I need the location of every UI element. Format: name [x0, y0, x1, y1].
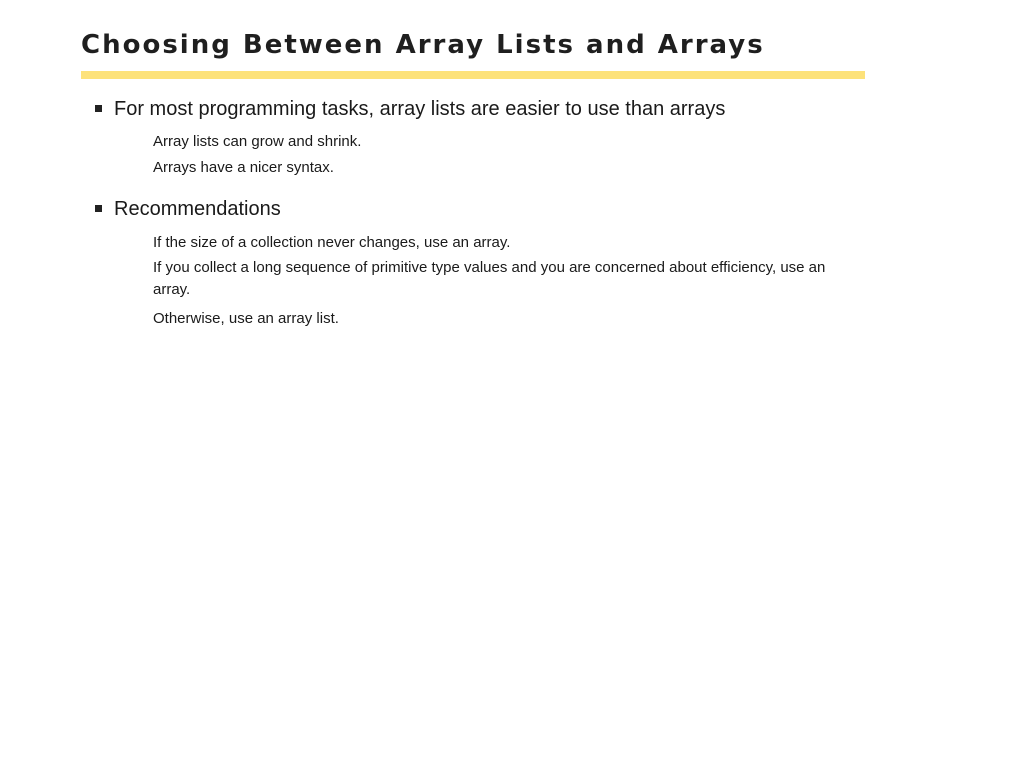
sub-item: If the size of a collection never changes, use an array.	[153, 234, 511, 251]
sub-item: Otherwise, use an array list.	[153, 310, 339, 327]
square-bullet-icon	[95, 205, 102, 212]
sub-item: Array lists can grow and shrink.	[153, 133, 362, 150]
slide-title: Choosing Between Array Lists and Arrays	[81, 30, 765, 60]
square-bullet-icon	[95, 105, 102, 112]
bullet-text: For most programming tasks, array lists are easier to use than arrays	[114, 98, 726, 120]
title-underline	[81, 71, 865, 79]
sub-item: Arrays have a nicer syntax.	[153, 159, 334, 176]
sub-item: If you collect a long sequence of primitive type values and you are concerned about efficiency, use an array.	[153, 259, 826, 298]
bullet-text: Recommendations	[114, 198, 281, 220]
